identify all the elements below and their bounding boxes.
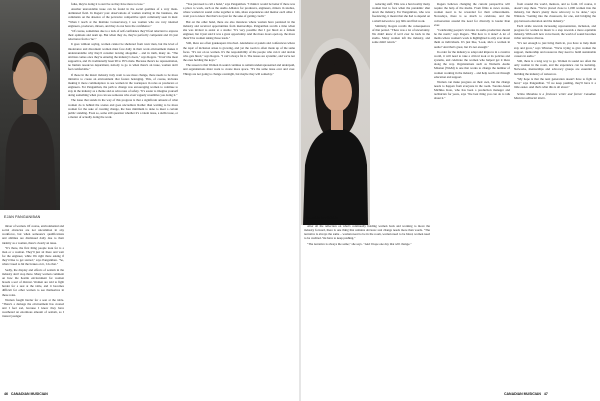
paragraph: Another unavoidable issue can be found in the social qualities of a very male-dominated field. In Rogers' past observations of women starting in the business, she comments on the absence of the pervasive competitive spirit commonly seen in men: "When I teach at the Institute Conservatory, I see women who are very talented engineers, producers, mixers, and they do not have the confidence." [68, 7, 178, 28]
paragraph: If those in the music industry truly want to see more change, there needs to be more initiative to create an environment that fosters belonging. This, of course, includes making it more commonplace to see women in the workspace in roles as producers or engineers. For Panganiban, the path to change was encouraging women to continue to stay in the industry as a theme and as advocates of safety. "It's easier to imagine yourself doing something when you can see someone who even vaguely resembles you doing it." [68, 72, 178, 98]
portrait-illustration-right [301, 0, 370, 225]
paragraph: Still, there are often gatekeepers involved. Attendance at panels and conferences where the topic of inclusion arises is growing, and yet the room is often made up of the same faces. "It's not on us women. It's the responsibility of the people who run it and decide who gets hired," says Rogers. "I can't always fix it. The issues are systemic, and we're not the ones holding the keys." [183, 41, 295, 63]
portrait-illustration-left [0, 0, 60, 210]
article-column-1 [2, 224, 64, 388]
paragraph: "It's there, the first thing people look for is a man or a woman. They'll just sit there and wait for the engineer, while I'm right there asking if they'd like to get started," says Panganiban. "So, when I need to hit the brakes on it, I do that." [2, 245, 64, 267]
paragraph: Women can make progress on their own, but the change needs to happen from everyone in the room. Toronto-based Michiko Kato, who has been a production manager and technician for years, says "the best thing you can do is talk about it." [434, 79, 510, 101]
page-number: 47 [543, 392, 548, 396]
paragraph: The issue that stands in the way of this progress is that a significant amount of what women do is behind the scenes and goes uncredited. Rather than waiting to be more women for the sake of creating change, the bare minimum is done to meet a certain public standing. Even so, some still question whether it's a talent issue, a skills issue, or a matter of actually doing the work. [68, 98, 178, 120]
author-bio: Selina Mendoza is a freelance writer and former Canadian Musician editorial intern. [514, 92, 596, 101]
paragraph: But on the other hand, there are also instances where women have persisted in the industry and received opportunities from mentorships. Panganiban recalls a time when she was invited to assist at a studio: "It's very possible that I got hired as a female engineer, but it just said it was a great opportunity. And the more doors open up, the more there'll be women taking those leads." [183, 19, 295, 41]
photo-caption-right: ROHAN NYOGAN [306, 216, 338, 220]
article-column-5 [434, 2, 510, 388]
paragraph: "My hope is that the next generation doesn't have to fight as hard," says Panganiban. "If we keep pushing, they'll have it a little easier. And that's what this is all about." [514, 76, 596, 89]
paragraph: Sadly, the display and effects of sexism in the industry don't stop there. Many women comment on how the hostile environment for women breeds a sort of distrust. Women are told to fight harder for a seat at the table, and it becomes difficult for other women to see themselves in these roles. [2, 267, 64, 297]
article-column-3 [183, 2, 295, 388]
paragraph: It goes without saying, women cannot be sheltered from toxic men, but the level of intolerance and discontent women must face daily in their work environment makes it understandable why they'd consider leaving altogether – and in truth, many do. "The attrition comes once they're entering the industry's doors," says Rogers. "It isn't the most supportive, and it's traditionally been 90 to 95% male. Because there's no representation, no human resources department, nobody to go to when there's an issue, women don't feel comfortable." [68, 42, 178, 72]
article-column-6 [514, 2, 596, 388]
paragraph: After all the reflection on what's continually holding women back and working to move the industry forward, there is one thing that remains obvious: real change needs more than words. "The narrative is always the same – women need to be in the room, women need to be hired, women need to be credited. We have to keep pushing." [304, 224, 430, 241]
paragraph: Still, there is a long way to go. Women in sound are often the only woman in the room, and the experience can be isolating. Networks, mentorships and advocacy groups are essential in building the industry of tomorrow. [514, 59, 596, 76]
article-column-4b [304, 224, 430, 388]
magazine-name: CANADIAN MUSICIAN [10, 392, 48, 396]
paragraph: reducing staff. This was a hard reality many women had to face when the pandemic shut down the industry. For Panganiban, who was freelancing, it meant that she had to depend on a small network to pay bills and find work. [372, 2, 430, 23]
paragraph: mixer of women. Of course, environmental and social obstacles are not uncommon in any workforce, but when someone's qualifications and abilities are dismissed daily due to their identity as a woman, there's clearly an issue. [2, 224, 64, 245]
paragraph: "You just need to call a hand," says Panganiban. "I think it would be better if there was a place to work, such as the Audio Alliance for producers, engineers, mixers in studios, where women in sound come together to talk, share experiences and mentor each other. I want you to know that that's not just for the sake of getting credit." [183, 2, 295, 19]
paragraph: The reason is that Women in sound continue to remain underrepresented and underpaid, and organizations must work to create more space. "It's the same issue over and over. Things are not going to change overnight, but maybe they will someday." [183, 63, 295, 76]
paragraph: Rogers believes changing the current perspective will require the help of the media. From films to news stories, women need to be rewarded for their achievements. Nowadays, there is so much to celebrate, and the conversation around the need for diversity is louder than ever. [434, 2, 510, 27]
magazine-name: CANADIAN MUSICIAN [504, 392, 541, 396]
paragraph: from around the world, mentors, and so forth. Of course, it doesn't stop there. "We've placed close to 1,000 women into the industry, but there's plenty more advocacy to be done," says Winston. "Getting into the classroom, for one, and bridging the gap between education and the industry." [514, 2, 596, 23]
page-number: 46 [4, 392, 8, 396]
footer-right [504, 392, 548, 396]
photo-caption-left: EJAN PANGANIBAN [4, 215, 41, 219]
paragraph: Similarly, Rogers recalls the consequences of that period. "There was a lot of uncertainty. We didn't know if we'd ever be back in the studio. Many women left the industry, and some didn't return." [372, 23, 430, 45]
paragraph: Women fought harder for a seat at the table. "There's a damage the environment has created and I feel sad, because I know they have weathered an enormous amount of sexism, so I trusted younger [2, 297, 64, 319]
paragraph: "The narrative is always the same," she says. "And I hope one day that will change." [307, 241, 412, 246]
paragraph: "Celebrating people's victories in audio production should be the norm," says Rogers. "But how is it done? A lot of media where women's work is highlighted is only ever about them as individuals. It's just like, 'Look, she's a woman in audio!' And that's great, but it's not enough." [434, 27, 510, 49]
paragraph: "Of course, sometimes due to a lack of self-confidence they'll feel reluctant to express their opinions and team up. But when they do, they're perfectly competent and it's just reluctance from a 'no'." [68, 28, 178, 42]
article-column-4 [372, 2, 430, 216]
paragraph: In order for the industry to adapt and improve in a creative world, it will need to take a critical look at its policies and systems, and celebrate the women who helped get it there along the way. Organizations such as Women's Audio Mission (WAM) is one that works to change the number of women working in the industry – and help reach out through education and support. [434, 49, 510, 79]
paragraph: folks, they're doing it to survive as they have more to lose." [71, 2, 145, 6]
portrait-photo-right [301, 0, 370, 225]
portrait-photo-left [0, 0, 60, 210]
paragraph: "It's not enough to just bring them in, you have to help them stay and grow," says Winston. "We're trying to give women the support, mentorship and resources they need to build sustainable careers in audio." [514, 41, 596, 58]
article-column-2 [68, 2, 178, 388]
paragraph: Each stride towards increasing representation, inclusion, and progress for women in music is a step towards a more equitable industry. With each new voice heard, the world of sound becomes richer and more diverse. [514, 23, 596, 41]
footer-left [4, 392, 48, 396]
